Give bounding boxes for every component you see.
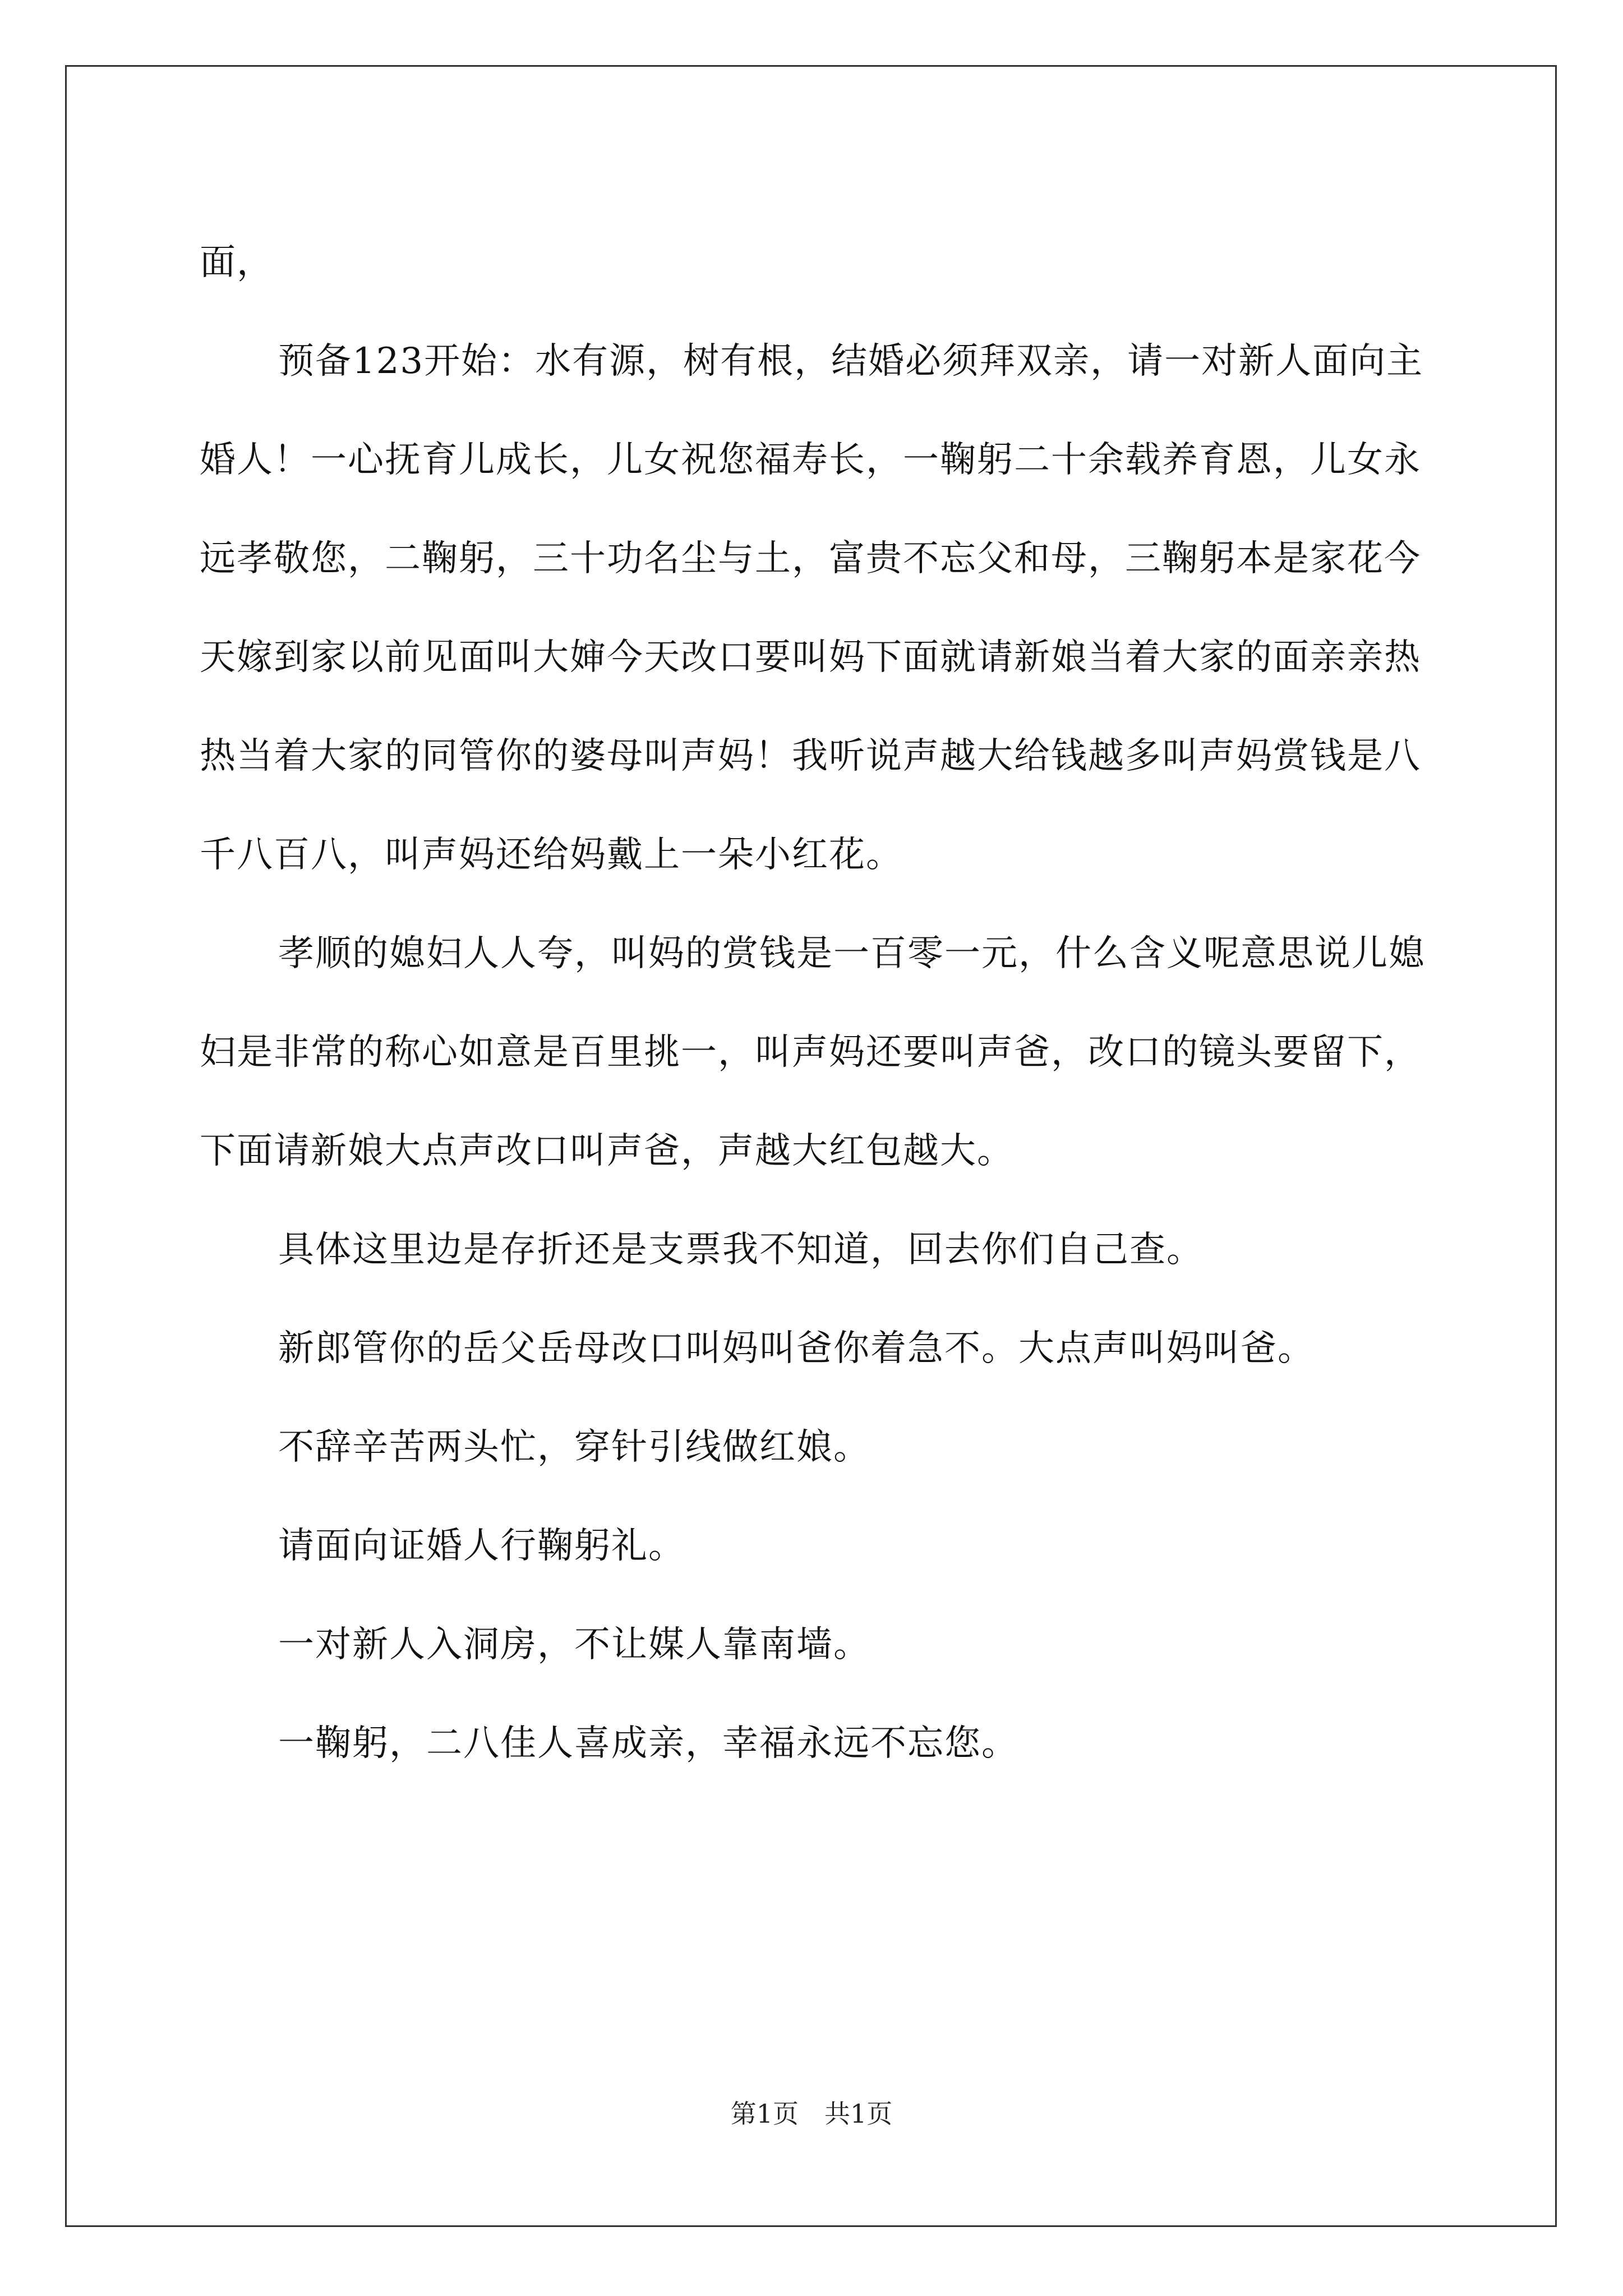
paragraph: 新郎管你的岳父岳母改口叫妈叫爸你着急不。大点声叫妈叫爸。: [278, 1328, 1315, 1369]
paragraph: 请面向证婚人行鞠躬礼。: [278, 1525, 685, 1567]
page-total: 共1页: [824, 2099, 893, 2129]
paragraph: 预备123开始：水有源，树有根，结婚必须拜双亲，请一对新人面向主婚人！一心抚育儿成长，儿女祝您福寿长，一鞠躬二十余载养育恩，儿女永远孝敬您，二鞠躬，三十功名尘与土，富贵不忘父和母，三鞠躬本是家花今天嫁到家以前见面叫大婶今天改口要叫妈下面就请新娘当着大家的面亲亲热热当着大家的同管你的婆母叫声妈！我听说声越大给钱越多叫声妈赏钱是八千八百八，叫声妈还给妈戴上一朵小红花。: [200, 341, 1424, 876]
page-number: 第1页: [730, 2099, 799, 2129]
page-footer: [0, 2097, 1623, 2131]
document-body: [200, 213, 1428, 1793]
paragraph: 一对新人入洞房，不让媒人靠南墙。: [278, 1624, 870, 1665]
paragraph: 具体这里边是存折还是支票我不知道，回去你们自己查。: [278, 1229, 1204, 1271]
paragraph: 孝顺的媳妇人人夸，叫妈的赏钱是一百零一元，什么含义呢意思说儿媳妇是非常的称心如意是百里挑一，叫声妈还要叫声爸，改口的镜头要留下，下面请新娘大点声改口叫声爸，声越大红包越大。: [200, 933, 1426, 1172]
paragraph: 不辞辛苦两头忙，穿针引线做红娘。: [278, 1427, 870, 1468]
paragraph: 面，: [200, 242, 274, 283]
paragraph: 一鞠躬，二八佳人喜成亲，幸福永远不忘您。: [278, 1723, 1018, 1764]
